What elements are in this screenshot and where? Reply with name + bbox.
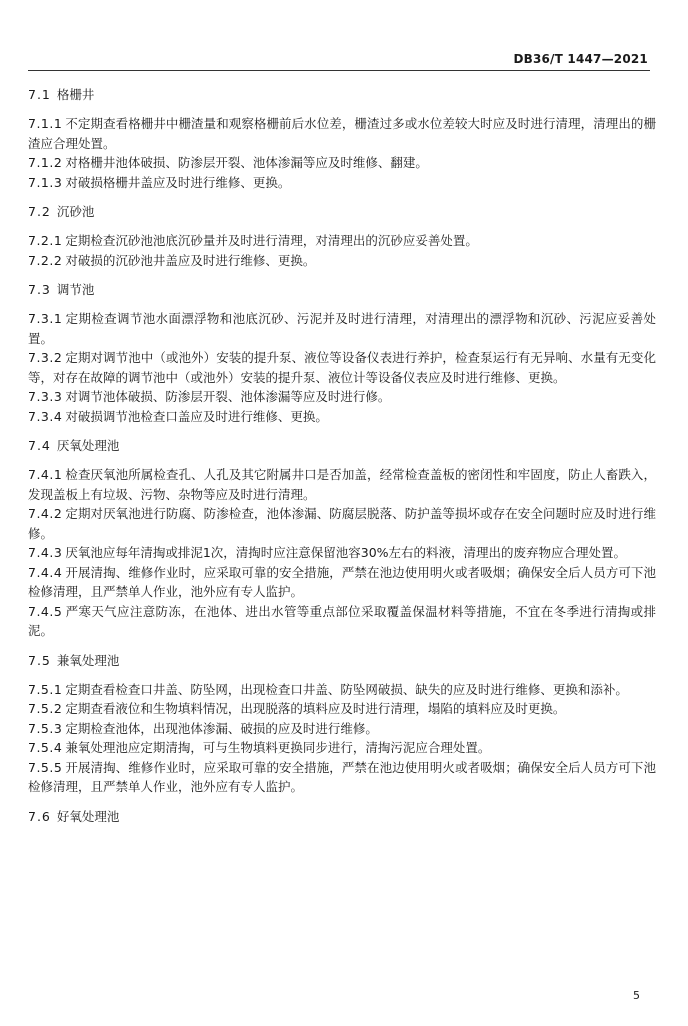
section-7-5 [28,652,656,797]
clause [28,719,656,739]
clause-text: 定期检查池体，出现池体渗漏、破损的应及时进行维修。 [65,720,378,736]
clause-text: 定期对厌氧池进行防腐、防渗检查，池体渗漏、防腐层脱落、防护盖等损坏或存在安全问题时应及时进行维修。 [28,506,656,541]
section-7-4 [28,437,656,641]
clause-number: 7.4.3 [28,545,63,560]
clause-text: 定期查看液位和生物填料情况，出现脱落的填料应及时进行清理，塌陷的填料应及时更换。 [65,701,566,716]
clause-number: 7.5.4 [28,740,63,755]
clause [28,114,656,153]
clause-number: 7.5.3 [28,720,63,736]
section-number: 7.1 [28,87,51,102]
section-number: 7.2 [28,204,51,219]
clause-number: 7.5.1 [28,681,63,697]
section-7-3 [28,281,656,426]
clause [28,738,656,758]
clause-number: 7.3.4 [28,408,63,424]
section-title: 兼氧处理池 [56,652,120,668]
clause-text: 开展清掏、维修作业时，应采取可靠的安全措施，严禁在池边使用明火或者吸烟；确保安全后人员方可下池检修清理，且严禁单人作业，池外应有专人监护。 [28,759,656,794]
clause-text: 厌氧池应每年清掏或排泥1次，清掏时应注意保留池容30%左右的料液，清理出的废弃物应合理处置。 [65,545,627,560]
section-heading [28,203,656,221]
clause-text: 定期检查沉砂池池底沉砂量并及时进行清理，对清理出的沉砂应妥善处置。 [65,233,478,248]
clause [28,563,656,602]
clause [28,173,656,193]
clause [28,602,656,641]
clause [28,387,656,407]
clause [28,231,656,251]
clause-number: 7.3.3 [28,389,63,404]
clause-number: 7.5.5 [28,759,63,775]
clause [28,407,656,427]
section-number: 7.5 [28,652,51,668]
clause-text: 严寒天气应注意防冻，在池体、进出水管等重点部位采取覆盖保温材料等措施，不宜在冬季进行清掏或排泥。 [28,603,656,638]
clause [28,543,656,563]
clause [28,309,656,348]
clause [28,251,656,271]
section-title: 格栅井 [56,87,95,102]
section-title: 沉砂池 [56,204,95,219]
clause-number: 7.1.3 [28,174,63,190]
section-title: 调节池 [56,282,95,297]
section-heading [28,808,656,826]
section-title: 好氧处理池 [56,808,120,824]
clause [28,504,656,543]
clause-number: 7.4.2 [28,506,63,521]
clause-text: 对破损的沉砂池井盖应及时进行维修、更换。 [65,252,316,268]
clause [28,465,656,504]
clause-number: 7.4.5 [28,603,63,619]
section-7-6 [28,808,656,826]
clause-number: 7.4.1 [28,467,63,482]
clause-number: 7.3.2 [28,350,63,365]
clause-text: 不定期查看格栅井中栅渣量和观察格栅前后水位差，栅渣过多或水位差较大时应及时进行清理，清理出的栅渣应合理处置。 [28,116,656,151]
header-divider [28,70,650,71]
section-number: 7.4 [28,438,51,453]
clause [28,680,656,700]
section-number: 7.6 [28,808,51,824]
document-code: DB36/T 1447—2021 [513,52,648,66]
section-heading [28,437,656,455]
clause-text: 对破损格栅井盖应及时进行维修、更换。 [65,174,291,190]
clause [28,153,656,173]
clause-number: 7.1.2 [28,155,63,170]
clause [28,348,656,387]
clause-text: 兼氧处理池应定期清掏，可与生物填料更换同步进行，清掏污泥应合理处置。 [65,740,491,755]
clause-number: 7.1.1 [28,116,63,131]
section-7-2 [28,203,656,270]
clause-number: 7.2.2 [28,252,63,268]
clause-text: 定期查看检查口井盖、防坠网，出现检查口井盖、防坠网破损、缺失的应及时进行维修、更换和添补。 [65,681,628,697]
section-7-1 [28,86,656,192]
clause-text: 定期检查调节池水面漂浮物和池底沉砂、污泥并及时进行清理，对清理出的漂浮物和沉砂、污泥应妥善处置。 [28,311,656,346]
clause-text: 对破损调节池检查口盖应及时进行维修、更换。 [65,408,328,424]
clause-text: 检查厌氧池所属检查孔、人孔及其它附属井口是否加盖，经常检查盖板的密闭性和牢固度，防止人畜跌入，发现盖板上有垃圾、污物、杂物等应及时进行清理。 [28,467,656,502]
clause-text: 对调节池体破损、防渗层开裂、池体渗漏等应及时进行修。 [65,389,391,404]
clause-text: 开展清掏、维修作业时，应采取可靠的安全措施，严禁在池边使用明火或者吸烟；确保安全后人员方可下池检修清理，且严禁单人作业，池外应有专人监护。 [28,564,656,599]
section-title: 厌氧处理池 [56,438,120,453]
clause [28,699,656,719]
section-number: 7.3 [28,282,51,297]
clause-number: 7.4.4 [28,564,63,580]
clause [28,758,656,797]
section-heading [28,281,656,299]
clause-number: 7.2.1 [28,233,63,248]
clause-number: 7.3.1 [28,311,63,326]
clause-text: 定期对调节池中（或池外）安装的提升泵、液位等设备仪表进行养护，检查泵运行有无异响、水量有无变化等，对存在故障的调节池中（或池外）安装的提升泵、液位计等设备仪表应及时进行维修、更换。 [28,350,656,385]
section-heading [28,86,656,104]
clause-number: 7.5.2 [28,701,63,716]
clause-text: 对格栅井池体破损、防渗层开裂、池体渗漏等应及时维修、翻建。 [65,155,428,170]
document-body [28,86,656,837]
page-number: 5 [633,989,640,1002]
section-heading [28,652,656,670]
